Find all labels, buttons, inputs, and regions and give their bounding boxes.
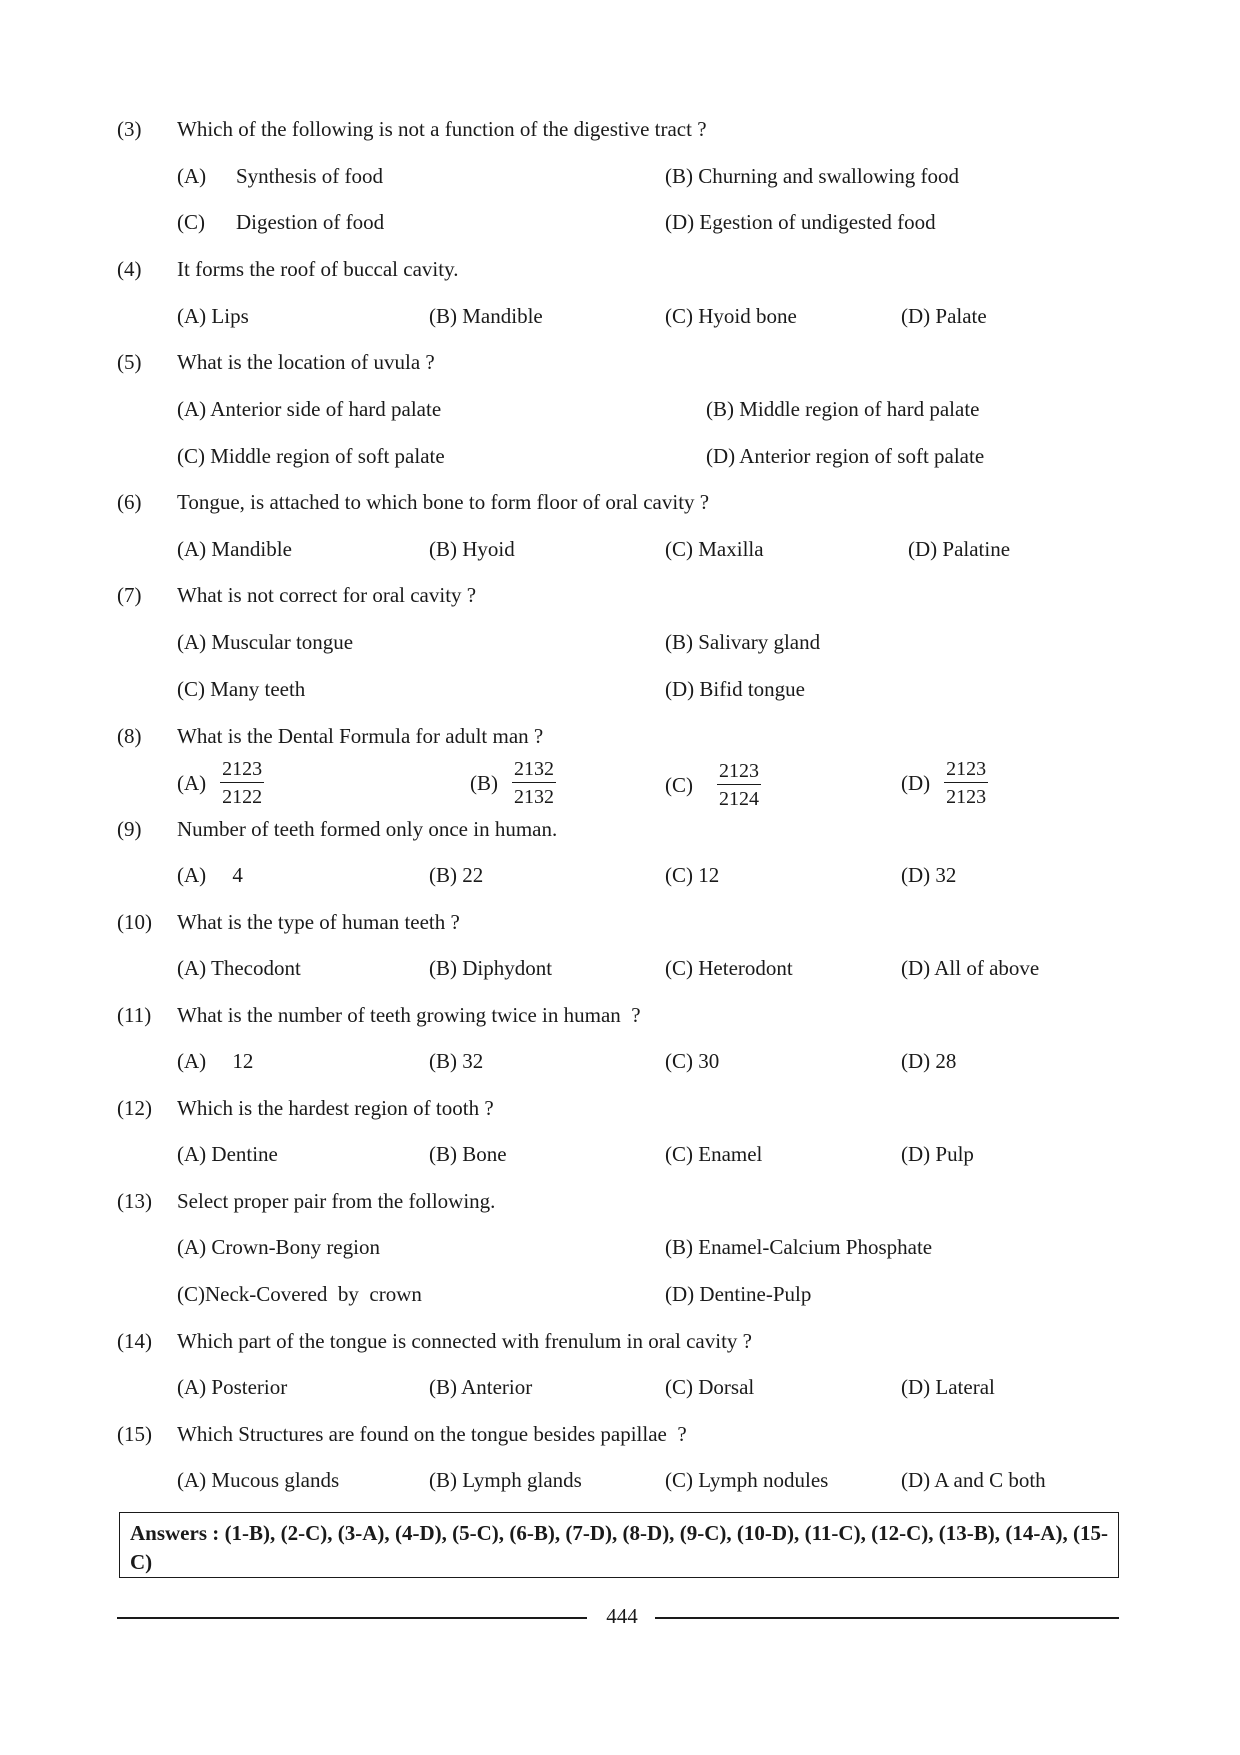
option-a: (A) 4 [177,863,243,887]
dental-formula-fraction [220,757,264,809]
option-b: (B) Salivary gland [665,630,821,654]
option-d: (D) Palatine [908,537,1011,561]
option-b [470,757,556,809]
option-label: (C) [665,773,693,797]
option-a: (A) Crown-Bony region [177,1235,380,1259]
question-text: Select proper pair from the following. [177,1189,496,1213]
option-d: (D) All of above [901,956,1040,980]
option-a-text: Synthesis of food [236,164,383,188]
question-text: What is the location of uvula ? [177,350,435,374]
option-c: (C) Lymph nodules [665,1468,829,1492]
fraction-denominator: 2124 [719,788,759,810]
fraction-denominator: 2132 [514,786,554,808]
question-number: (15) [117,1422,152,1446]
question-text: Which part of the tongue is connected with frenulum in oral cavity ? [177,1329,752,1353]
option-c: (C) Many teeth [177,677,306,701]
dental-formula-fraction [512,757,556,809]
question-text: What is not correct for oral cavity ? [177,583,477,607]
option-label: (B) [470,771,498,795]
question-number: (8) [117,724,142,748]
option-a: (A) Mucous glands [177,1468,340,1492]
question-number: (13) [117,1189,152,1213]
page-number: 444 [606,1604,638,1628]
option-b: (B) Mandible [429,304,543,328]
option-label: (A) [177,771,207,795]
option-b: (B) 32 [429,1049,484,1073]
option-a: (A) Mandible [177,537,292,561]
option-c [665,759,761,811]
option-b: (B) Churning and swallowing food [665,164,959,188]
option-d: (D) Pulp [901,1142,974,1166]
question-text: Which Structures are found on the tongue besides papillae ? [177,1422,687,1446]
option-d: (D) Anterior region of soft palate [706,444,985,468]
fraction-numerator: 2123 [717,759,761,785]
question-number: (14) [117,1329,152,1353]
option-d: (D) 32 [901,863,957,887]
option-a: (A) Muscular tongue [177,630,354,654]
option-c-label: (C) [177,210,205,234]
fraction-numerator: 2123 [220,757,264,783]
question-number: (3) [117,117,142,141]
question-number: (11) [117,1003,152,1027]
option-d: (D) A and C both [901,1468,1046,1492]
question-number: (12) [117,1096,152,1120]
answer-key-box: Answers : (1-B), (2-C), (3-A), (4-D), (5-C), (6-B), (7-D), (8-D), (9-C), (10-D), (11-C), (12-C), (13-B), (14-A), (15-C) [119,1512,1119,1578]
option-c: (C) Heterodont [665,956,793,980]
option-a: (A) Posterior [177,1375,288,1399]
option-c: (C) Dorsal [665,1375,755,1399]
option-c: (C) Maxilla [665,537,764,561]
option-c: (C) Enamel [665,1142,763,1166]
question-number: (10) [117,910,152,934]
option-c: (C) 30 [665,1049,720,1073]
dental-formula-fraction [717,759,761,811]
dental-formula-fraction [944,757,988,809]
question-number: (7) [117,583,142,607]
option-a-label: (A) [177,164,207,188]
question-text: Tongue, is attached to which bone to form floor of oral cavity ? [177,490,710,514]
option-c: (C) 12 [665,863,720,887]
option-a: (A) Dentine [177,1142,278,1166]
option-c: (C)Neck-Covered by crown [177,1282,422,1306]
question-number: (5) [117,350,142,374]
option-c: (C) Middle region of soft palate [177,444,445,468]
option-a [177,757,264,809]
question-number: (6) [117,490,142,514]
option-d: (D) Dentine-Pulp [665,1282,812,1306]
option-b: (B) Lymph glands [429,1468,582,1492]
question-text: Which of the following is not a function of the digestive tract ? [177,117,707,141]
question-text: What is the type of human teeth ? [177,910,460,934]
option-b: (B) 22 [429,863,484,887]
option-a: (A) Lips [177,304,249,328]
option-d: (D) Palate [901,304,987,328]
option-d [901,757,988,809]
fraction-denominator: 2122 [222,786,263,808]
option-b: (B) Middle region of hard palate [706,397,980,421]
option-d: (D) Egestion of undigested food [665,210,936,234]
fraction-numerator: 2132 [512,757,556,783]
fraction-numerator: 2123 [944,757,988,783]
footer-rule-right [655,1617,1119,1619]
question-text: What is the Dental Formula for adult man ? [177,724,544,748]
option-b: (B) Hyoid [429,537,515,561]
question-text: Which is the hardest region of tooth ? [177,1096,494,1120]
option-c-text: Digestion of food [236,210,385,234]
option-a: (A) Thecodont [177,956,301,980]
question-number: (4) [117,257,142,281]
option-d: (D) Bifid tongue [665,677,805,701]
option-d: (D) Lateral [901,1375,995,1399]
option-b: (B) Bone [429,1142,507,1166]
footer-rule-left [117,1617,587,1619]
option-a: (A) 12 [177,1049,254,1073]
question-text: It forms the roof of buccal cavity. [177,257,459,281]
option-b: (B) Anterior [429,1375,533,1399]
option-b: (B) Enamel-Calcium Phosphate [665,1235,933,1259]
question-text: What is the number of teeth growing twice in human ? [177,1003,641,1027]
question-number: (9) [117,817,142,841]
option-a: (A) Anterior side of hard palate [177,397,442,421]
option-d: (D) 28 [901,1049,957,1073]
question-text: Number of teeth formed only once in human. [177,817,558,841]
option-c: (C) Hyoid bone [665,304,797,328]
option-label: (D) [901,771,931,795]
option-b: (B) Diphydont [429,956,553,980]
fraction-denominator: 2123 [946,786,987,808]
